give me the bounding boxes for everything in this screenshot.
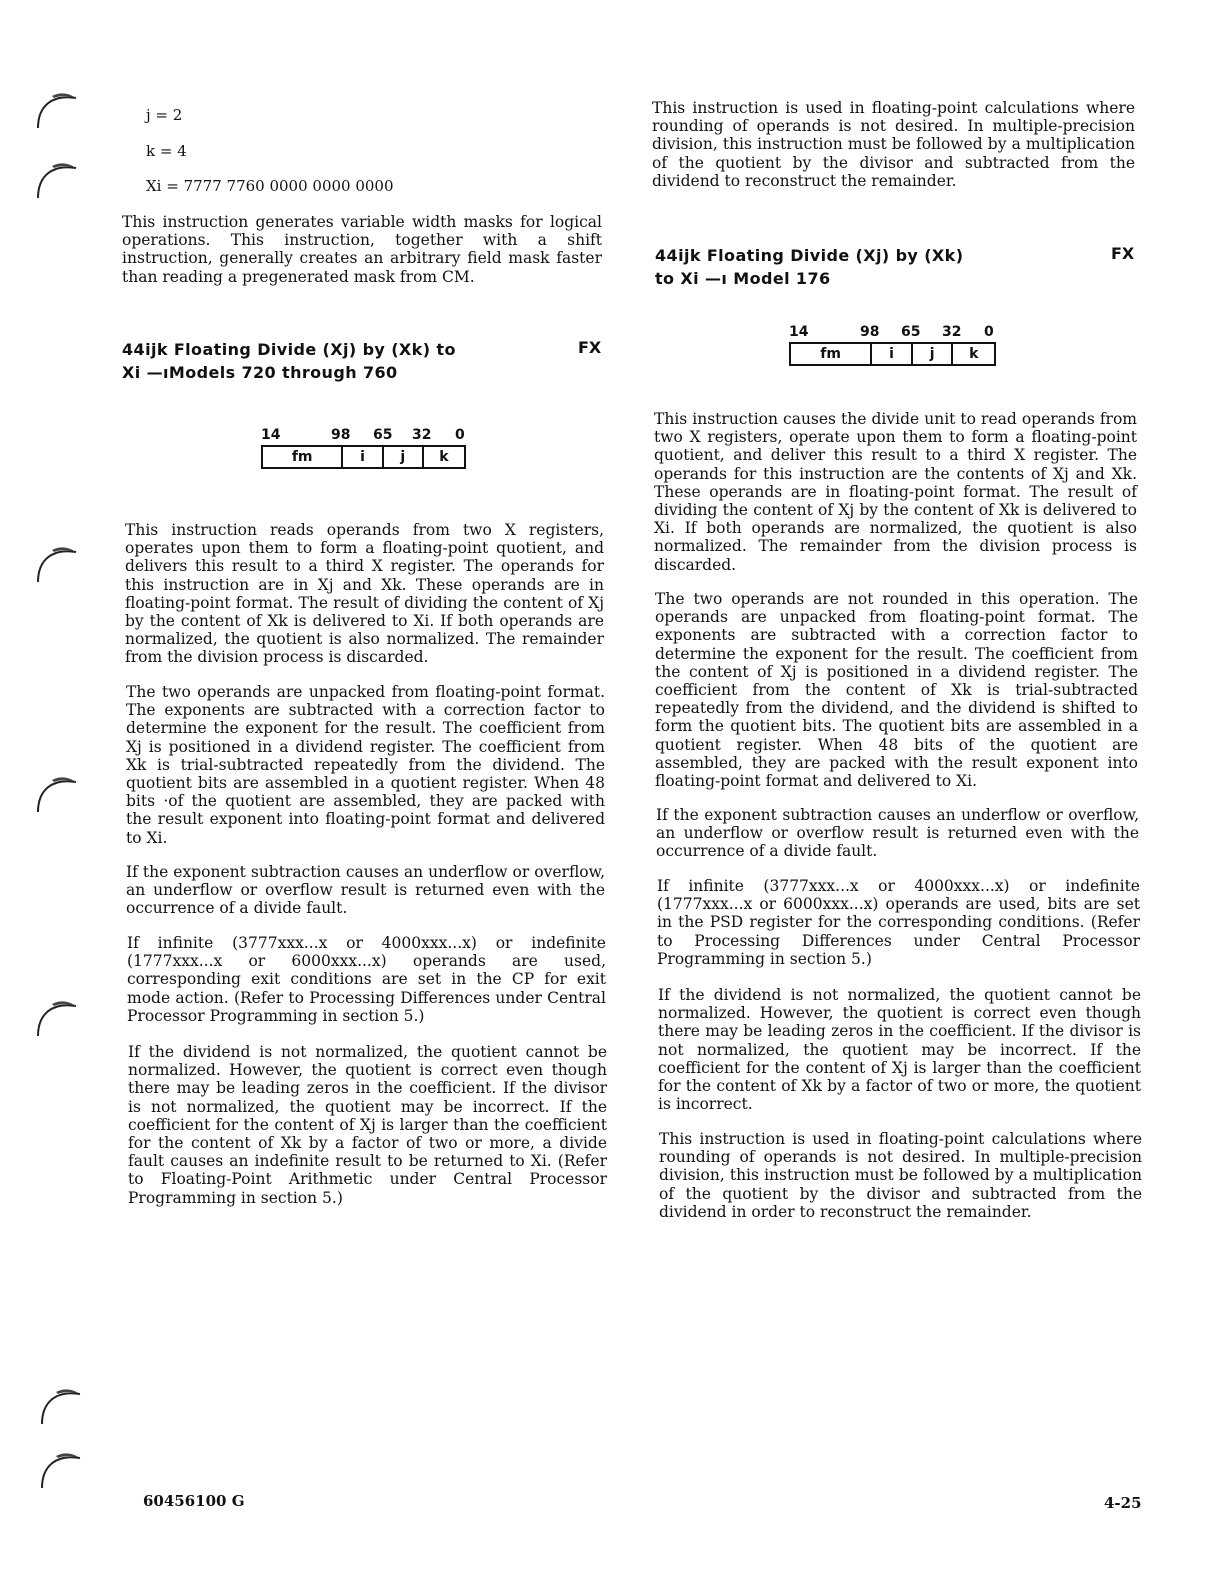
heading-line: to Xi —ı Model 176 bbox=[655, 269, 831, 288]
bit-label: 98 bbox=[331, 427, 351, 443]
binder-hole-mark-icon bbox=[34, 772, 82, 820]
section-heading-models-720-760 bbox=[122, 338, 482, 384]
body-paragraph: The two operands are not rounded in this operation. The operands are unpacked from floating-point format. The exponents are subtracted with a correction factor to determine the exponent for the result. The coefficient from the content of Xj is positioned in a dividend register. The coefficient from the content of Xk is trial-subtracted repeatedly from the dividend, and the dividend is shifted to form the quotient bits. The quotient bits are assembled in a quotient register. When 48 bits of the quotient are assembled, they are packed with the result exponent into floating-point format and delivered to Xi. bbox=[655, 590, 1138, 791]
body-paragraph: If infinite (3777xxx...x or 4000xxx...x) or indefinite (1777xxx...x or 6000xxx...x) operands are used, bits are set in the PSD register for the corresponding conditions. (Refer to Processing Differences under Central Processor Programming in section 5.) bbox=[657, 877, 1140, 968]
bit-label: 0 bbox=[455, 427, 465, 443]
bit-label: 0 bbox=[984, 324, 994, 340]
heading-line: Xi —ıModels 720 through 760 bbox=[122, 363, 398, 382]
section-heading-model-176 bbox=[655, 244, 1015, 290]
mode-label-fx: FX bbox=[1111, 244, 1135, 263]
binder-hole-mark-icon bbox=[34, 158, 82, 206]
code-line-k: k = 4 bbox=[146, 142, 187, 160]
field-j: j bbox=[913, 344, 954, 364]
body-paragraph: If the exponent subtraction causes an underflow or overflow, an underflow or overflow result is returned even with the occurrence of a divide fault. bbox=[126, 863, 605, 918]
body-paragraph: This instruction causes the divide unit to read operands from two X registers, operate upon them to form a floating-point quotient, and deliver this result to a third X register. The operands for this instruction are the contents of Xj and Xk. These operands are in floating-point format. The result of dividing the content of Xj by the content of Xk is delivered to Xi. If both operands are normalized, the quotient is also normalized. The remainder from the division process is discarded. bbox=[654, 410, 1137, 574]
intro-paragraph: This instruction is used in floating-point calculations where rounding of operands is not desired. In multiple-precision division, this instruction must be followed by a multiplication of the quotient by the divisor and subtracted from the dividend to reconstruct the remainder. bbox=[652, 99, 1135, 190]
body-paragraph: If the exponent subtraction causes an underflow or overflow, an underflow or overflow result is returned even with the occurrence of a divide fault. bbox=[656, 806, 1139, 861]
field-k: k bbox=[969, 346, 979, 362]
body-paragraph: If the dividend is not normalized, the quotient cannot be normalized. However, the quotient is correct even though there may be leading zeros in the coefficient. If the divisor is not normalized, the quotient may be incorrect. If the coefficient for the content of Xj is larger than the coefficient for the content of Xk by a factor of two or more, a divide fault causes an indefinite result to be returned to Xi. (Refer to Floating-Point Arithmetic under Central Processor Programming in section 5.) bbox=[128, 1043, 607, 1207]
footer-doc-number: 60456100 G bbox=[143, 1492, 245, 1510]
footer-page-number: 4-25 bbox=[1104, 1494, 1142, 1512]
instruction-format-diagram bbox=[789, 342, 996, 366]
bit-label: 98 bbox=[860, 324, 880, 340]
bit-label: 65 bbox=[901, 324, 921, 340]
instruction-format-bit-labels bbox=[261, 426, 471, 444]
instruction-format-bit-labels bbox=[789, 323, 999, 341]
heading-line: 44ijk Floating Divide (Xj) by (Xk) to bbox=[122, 340, 456, 359]
bit-label: 14 bbox=[261, 427, 281, 443]
heading-line: 44ijk Floating Divide (Xj) by (Xk) bbox=[655, 246, 964, 265]
body-paragraph: If the dividend is not normalized, the quotient cannot be normalized. However, the quotient is correct even though there may be leading zeros in the coefficient. If the divisor is not normalized, the quotient may be incorrect. If the coefficient for the content of Xj is larger than the coefficient for the content of Xk by a factor of two or more, the quotient is incorrect. bbox=[658, 986, 1141, 1114]
body-paragraph: This instruction is used in floating-point calculations where rounding of operands is not desired. In multiple-precision division, this instruction must be followed by a multiplication of the quotient by the divisor and subtracted from the dividend in order to reconstruct the remainder. bbox=[659, 1130, 1142, 1221]
field-k: k bbox=[439, 449, 449, 465]
field-i: i bbox=[343, 447, 383, 467]
field-i: i bbox=[872, 344, 913, 364]
field-j: j bbox=[384, 447, 424, 467]
bit-label: 65 bbox=[373, 427, 393, 443]
bit-label: 14 bbox=[789, 324, 809, 340]
binder-hole-mark-icon bbox=[34, 88, 82, 136]
mask-description-paragraph: This instruction generates variable width masks for logical operations. This instruction, together with a shift instruction, generally creates an arbitrary field mask faster than reading a pregenerated mask from CM. bbox=[122, 213, 602, 286]
code-line-xi: Xi = 7777 7760 0000 0000 0000 bbox=[146, 177, 394, 195]
code-line-j: j = 2 bbox=[146, 106, 183, 124]
binder-hole-mark-icon bbox=[38, 1384, 86, 1432]
field-fm: fm bbox=[791, 344, 872, 364]
instruction-format-diagram bbox=[261, 445, 466, 469]
field-fm: fm bbox=[263, 447, 343, 467]
mode-label-fx: FX bbox=[578, 338, 602, 357]
binder-hole-mark-icon bbox=[38, 1448, 86, 1496]
binder-hole-mark-icon bbox=[34, 542, 82, 590]
body-paragraph: The two operands are unpacked from floating-point format. The exponents are subtracted with a correction factor to determine the exponent for the result. The coefficient from Xj is positioned in a dividend register. The coefficient from Xk is trial-subtracted repeatedly from the dividend. The quotient bits are assembled in a quotient register. When 48 bits ·of the quotient are assembled, they are packed with the result exponent into floating-point format and delivered to Xi. bbox=[126, 683, 605, 847]
binder-hole-mark-icon bbox=[34, 996, 82, 1044]
body-paragraph: This instruction reads operands from two X registers, operates upon them to form a floating-point quotient, and delivers this result to a third X register. The operands for this instruction are in Xj and Xk. These operands are in floating-point format. The result of dividing the content of Xj by the content of Xk is delivered to Xi. If both operands are normalized, the quotient is also normalized. The remainder from the division process is discarded. bbox=[125, 521, 604, 667]
body-paragraph: If infinite (3777xxx...x or 4000xxx...x) or indefinite (1777xxx...x or 6000xxx...x) operands are used, corresponding exit conditions are set in the CP for exit mode action. (Refer to Processing Differences under Central Processor Programming in section 5.) bbox=[127, 934, 606, 1025]
bit-label: 32 bbox=[412, 427, 432, 443]
bit-label: 32 bbox=[942, 324, 962, 340]
